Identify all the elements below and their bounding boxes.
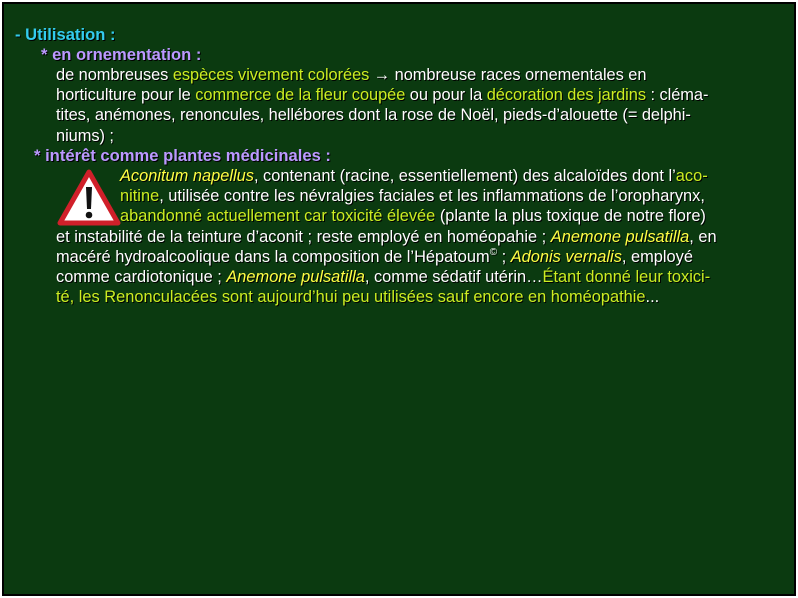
- section-heading: - Utilisation :: [15, 25, 116, 44]
- paragraph-line: [56, 267, 792, 287]
- text-run: ...: [645, 288, 660, 307]
- text-run: de nombreuses: [56, 66, 173, 84]
- text-run: , contenant (racine, essentiellement) des alcaloïdes dont l’: [253, 167, 676, 185]
- text-run: , utilisée contre les névralgies faciales et les inflammations de l’oropharynx,: [159, 187, 705, 206]
- highlight-text: aco-: [675, 167, 708, 185]
- text-run: macéré hydroalcoolique dans la composition de l’Hépatoum: [56, 247, 490, 266]
- subheading-ornamentation: * en ornementation :: [41, 45, 202, 64]
- highlight-text: espèces vivement colorées: [172, 66, 370, 84]
- paragraph-line: [56, 166, 792, 186]
- paragraph-line: [56, 227, 792, 247]
- text-run: (plante la plus toxique de notre flore): [435, 207, 706, 226]
- paragraph-line: [56, 65, 788, 85]
- paragraph-line: [56, 247, 792, 267]
- text-run: : cléma-: [645, 86, 709, 105]
- text-run: , en: [689, 227, 717, 246]
- text-run: → nombreuse races ornementales en: [369, 66, 647, 84]
- species-name: Adonis vernalis: [510, 247, 622, 266]
- slide: [2, 2, 796, 596]
- text-run: ou pour la: [405, 86, 487, 105]
- paragraph-line: [56, 287, 792, 307]
- text-run: tites, anémones, renoncules, hellébores dont la rose de Noël, pieds-d’alouette (= delphi-: [56, 106, 691, 125]
- copyright-mark: ©: [489, 246, 498, 258]
- species-name: Anemone pulsatilla: [226, 268, 365, 287]
- paragraph-line: [56, 186, 792, 206]
- paragraph-line: [56, 126, 788, 146]
- highlight-text: décoration des jardins: [486, 86, 646, 105]
- text-run: et instabilité de la teinture d’aconit ; reste employé en homéopahie ;: [56, 227, 551, 246]
- highlight-text: commerce de la fleur coupée: [195, 86, 406, 105]
- paragraph-line: [56, 206, 792, 226]
- subheading-medicinal: * intérêt comme plantes médicinales :: [34, 146, 331, 165]
- text-run: horticulture pour le: [56, 86, 196, 105]
- text-run: ;: [497, 247, 511, 266]
- highlight-text: nitine: [120, 187, 160, 206]
- highlight-text: Étant donné leur toxici-: [542, 268, 711, 287]
- text-run: niums) ;: [56, 126, 114, 145]
- paragraph-line: [56, 85, 788, 105]
- species-name: Anemone pulsatilla: [550, 227, 690, 246]
- ornamentation-paragraph: [56, 65, 788, 146]
- paragraph-line: [56, 105, 788, 125]
- highlight-text: té, les Renonculacées sont aujourd’hui peu utilisées sauf encore en homéopathie: [56, 288, 646, 307]
- highlight-text: abandonné actuellement car toxicité élevée: [120, 207, 436, 226]
- text-run: comme cardiotonique ;: [56, 268, 227, 287]
- text-run: , comme sédatif utérin…: [364, 268, 543, 287]
- text-run: , employé: [621, 247, 693, 266]
- medicinal-paragraph: [56, 166, 792, 307]
- species-name: Aconitum napellus: [120, 167, 254, 185]
